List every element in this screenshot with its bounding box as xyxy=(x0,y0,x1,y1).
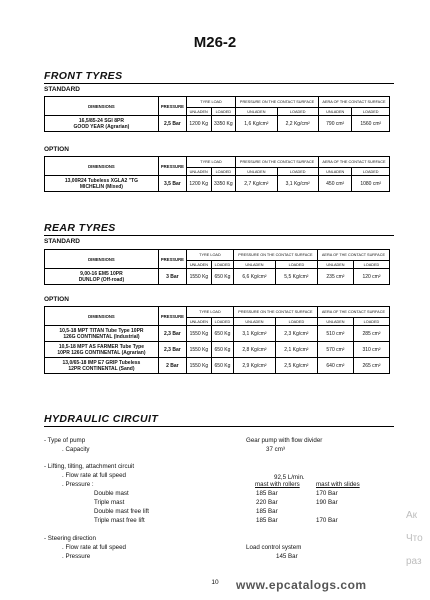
load-loaded: 650 Kg xyxy=(211,269,233,285)
ghost-text-1: Ак xyxy=(406,510,418,521)
capacity-value: 37 cm³ xyxy=(266,446,285,453)
load-unladen: 1550 Kg xyxy=(186,358,211,374)
tyre-pressure: 2,5 Bar xyxy=(158,116,186,132)
pressure-label: . Pressure : xyxy=(62,481,94,488)
col-loaded: LOADED xyxy=(352,168,390,176)
table-row xyxy=(45,176,390,192)
load-loaded: 650 Kg xyxy=(211,326,233,342)
rear-standard-table xyxy=(44,249,390,285)
tyre-pressure: 2 Bar xyxy=(158,358,186,374)
col-pressure: PRESSURE xyxy=(158,157,186,176)
tyre-dimension-line1: 13,0/65-18 IMP E7 GRIP Tubeless xyxy=(62,359,141,366)
contact-area-unladen: 510 cm² xyxy=(317,326,353,342)
col-unladen: UNLADEN xyxy=(233,318,275,326)
steering-flow-value: Load control system xyxy=(246,544,302,551)
contact-pressure-unladen: 1,6 Kg/cm² xyxy=(236,116,277,132)
contact-pressure-loaded: 2,1 Kg/cm² xyxy=(275,342,317,358)
steering-pressure-value: 145 Bar xyxy=(276,553,298,560)
tyre-dimension-line1: 10,5-18 MPT TITAN Tube Type 10PR xyxy=(59,327,144,334)
contact-area-loaded: 1560 cm² xyxy=(352,116,390,132)
col-unladen: UNLADEN xyxy=(318,108,352,116)
page-title: M26-2 xyxy=(193,34,237,51)
tyre-dimension-line1: 10,5-18 MPT AS FARMER Tube Type xyxy=(58,343,145,350)
ghost-text-2: Что xyxy=(406,533,423,544)
front-option-table xyxy=(44,156,390,192)
contact-pressure-unladen: 2,7 Kg/cm² xyxy=(236,176,277,192)
tyre-dimension-line2: GOOD YEAR (Agrarian) xyxy=(73,123,130,130)
col-loaded: LOADED xyxy=(353,318,389,326)
flow-rate-value: 92,5 L/min. xyxy=(274,474,305,481)
contact-pressure-loaded: 5,5 Kg/cm² xyxy=(275,269,317,285)
ghost-text-3: раз xyxy=(406,556,422,567)
tyre-dimension-line1: 13,00R24 Tubeless XGLA2 "TG xyxy=(64,177,138,184)
col-dimensions: DIMENSIONS xyxy=(45,307,159,326)
load-loaded: 650 Kg xyxy=(211,358,233,374)
tyre-dimension xyxy=(45,116,159,132)
col-tyre-load: TYRE LOAD xyxy=(186,97,235,108)
contact-area-unladen: 640 cm² xyxy=(317,358,353,374)
tyre-dimension xyxy=(45,176,159,192)
contact-area-unladen: 235 cm² xyxy=(317,269,353,285)
triple-mast-label: Triple mast xyxy=(94,499,125,506)
tyre-pressure: 3 Bar xyxy=(158,269,186,285)
col-loaded: LOADED xyxy=(352,108,390,116)
col-tyre-load: TYRE LOAD xyxy=(186,307,233,318)
col-loaded: LOADED xyxy=(275,261,317,269)
col-pressure: PRESSURE xyxy=(158,250,186,269)
tyre-dimension-line1: 16,5/85-24 SGI 8PR xyxy=(78,117,124,124)
capacity-label: . Capacity xyxy=(62,446,90,453)
col-loaded: LOADED xyxy=(353,261,389,269)
rear-option-table xyxy=(44,306,390,374)
load-loaded: 3350 Kg xyxy=(211,176,236,192)
contact-pressure-unladen: 2,9 Kg/cm² xyxy=(233,358,275,374)
steering-flow-label: . Flow rate at full speed xyxy=(62,544,126,551)
contact-area-loaded: 285 cm² xyxy=(353,326,389,342)
col-unladen: UNLADEN xyxy=(186,168,211,176)
tyre-dimension-line2: MICHELIN (Mixed) xyxy=(79,183,123,190)
load-unladen: 1550 Kg xyxy=(186,342,211,358)
hydraulic-rule xyxy=(44,426,394,427)
col-area-contact: AERA OF THE CONTACT SURFACE xyxy=(318,97,389,108)
steering-label: - Steering direction xyxy=(44,535,96,542)
col-dimensions: DIMENSIONS xyxy=(45,157,159,176)
double-mast-slides: 170 Bar xyxy=(316,490,338,497)
col-tyre-load: TYRE LOAD xyxy=(186,157,235,168)
col-pressure-contact: PRESSURE ON THE CONTACT SURFACE xyxy=(236,157,319,168)
col-unladen: UNLADEN xyxy=(233,261,275,269)
table-row xyxy=(45,342,390,358)
front-standard-table xyxy=(44,96,390,132)
col-pressure: PRESSURE xyxy=(158,97,186,116)
triple-mast-free-lift-label: Triple mast free lift xyxy=(94,517,145,524)
double-mast-free-lift-label: Double mast free lift xyxy=(94,508,150,515)
triple-mast-free-lift-slides: 170 Bar xyxy=(316,517,338,524)
contact-pressure-loaded: 3,1 Kg/cm² xyxy=(277,176,318,192)
load-unladen: 1200 Kg xyxy=(186,116,211,132)
col-pressure: PRESSURE xyxy=(158,307,186,326)
tyre-dimension-line2: 10PR 126G CONTINENTAL (Agrarian) xyxy=(57,349,146,356)
col-pressure-contact: PRESSURE ON THE CONTACT SURFACE xyxy=(233,250,317,261)
type-pump-value: Gear pump with flow divider xyxy=(246,437,323,444)
tyre-dimension-line2: 126G CONTINENTAL (Industrial) xyxy=(63,333,140,340)
col-area-contact: AERA OF THE CONTACT SURFACE xyxy=(317,307,389,318)
col-loaded: LOADED xyxy=(211,168,236,176)
triple-mast-rollers: 220 Bar xyxy=(256,499,278,506)
col-dimensions: DIMENSIONS xyxy=(45,97,159,116)
rear-standard-label: STANDARD xyxy=(44,238,80,245)
tyre-dimension xyxy=(45,326,159,342)
load-loaded: 650 Kg xyxy=(211,342,233,358)
flow-rate-label: . Flow rate at full speed xyxy=(62,472,126,479)
rear-tyres-rule xyxy=(44,235,394,236)
tyre-dimension xyxy=(45,269,159,285)
contact-pressure-loaded: 2,2 Kg/cm² xyxy=(277,116,318,132)
col-unladen: UNLADEN xyxy=(186,108,211,116)
tyre-dimension-line1: 9,00-16 EM5 10PR xyxy=(80,270,123,277)
contact-area-loaded: 120 cm² xyxy=(353,269,389,285)
table-row xyxy=(45,358,390,374)
col-area-contact: AERA OF THE CONTACT SURFACE xyxy=(318,157,389,168)
triple-mast-free-lift-rollers: 185 Bar xyxy=(256,517,278,524)
lifting-label: - Lifting, tilting, attachment circuit xyxy=(44,463,135,470)
front-tyres-heading: FRONT TYRES xyxy=(44,70,123,82)
col-unladen: UNLADEN xyxy=(317,261,353,269)
double-mast-free-lift-rollers: 185 Bar xyxy=(256,508,278,515)
contact-pressure-unladen: 6,6 Kg/cm² xyxy=(233,269,275,285)
col-unladen: UNLADEN xyxy=(236,108,277,116)
contact-area-loaded: 310 cm² xyxy=(353,342,389,358)
rear-tyres-heading: REAR TYRES xyxy=(44,222,116,234)
tyre-dimension xyxy=(45,342,159,358)
col-unladen: UNLADEN xyxy=(317,318,353,326)
contact-area-loaded: 1080 cm² xyxy=(352,176,390,192)
front-standard-label: STANDARD xyxy=(44,86,80,93)
col-loaded: LOADED xyxy=(211,261,233,269)
mast-slides-header: mast with slides xyxy=(316,481,360,488)
col-dimensions: DIMENSIONS xyxy=(45,250,159,269)
steering-pressure-label: . Pressure xyxy=(62,553,91,560)
tyre-pressure: 2,3 Bar xyxy=(158,342,186,358)
col-tyre-load: TYRE LOAD xyxy=(186,250,233,261)
tyre-dimension-line2: DUNLOP (Off-road) xyxy=(78,276,125,283)
load-unladen: 1550 Kg xyxy=(186,269,211,285)
tyre-dimension-line2: 12PR CONTINENTAL (Sand) xyxy=(68,365,135,372)
watermark: www.epcatalogs.com xyxy=(236,578,367,592)
contact-area-unladen: 450 cm² xyxy=(318,176,352,192)
load-loaded: 3350 Kg xyxy=(211,116,236,132)
col-pressure-contact: PRESSURE ON THE CONTACT SURFACE xyxy=(236,97,319,108)
col-unladen: UNLADEN xyxy=(236,168,277,176)
col-pressure-contact: PRESSURE ON THE CONTACT SURFACE xyxy=(233,307,317,318)
col-unladen: UNLADEN xyxy=(318,168,352,176)
double-mast-label: Double mast xyxy=(94,490,129,497)
col-unladen: UNLADEN xyxy=(186,261,211,269)
contact-pressure-unladen: 3,1 Kg/cm² xyxy=(233,326,275,342)
tyre-dimension xyxy=(45,358,159,374)
col-loaded: LOADED xyxy=(275,318,317,326)
contact-area-unladen: 570 cm² xyxy=(317,342,353,358)
contact-area-unladen: 790 cm² xyxy=(318,116,352,132)
col-loaded: LOADED xyxy=(277,108,318,116)
front-tyres-rule xyxy=(44,83,394,84)
col-loaded: LOADED xyxy=(211,108,236,116)
col-loaded: LOADED xyxy=(277,168,318,176)
col-area-contact: AERA OF THE CONTACT SURFACE xyxy=(317,250,389,261)
contact-area-loaded: 265 cm² xyxy=(353,358,389,374)
rear-option-label: OPTION xyxy=(44,296,69,303)
table-row xyxy=(45,326,390,342)
load-unladen: 1200 Kg xyxy=(186,176,211,192)
mast-rollers-header: mast with rollers xyxy=(255,481,300,488)
contact-pressure-loaded: 2,5 Kg/cm² xyxy=(275,358,317,374)
contact-pressure-unladen: 2,8 Kg/cm² xyxy=(233,342,275,358)
table-row xyxy=(45,116,390,132)
contact-pressure-loaded: 2,3 Kg/cm² xyxy=(275,326,317,342)
page-number: 10 xyxy=(211,579,219,586)
load-unladen: 1550 Kg xyxy=(186,326,211,342)
col-unladen: UNLADEN xyxy=(186,318,211,326)
col-loaded: LOADED xyxy=(211,318,233,326)
tyre-pressure: 3,5 Bar xyxy=(158,176,186,192)
tyre-pressure: 2,3 Bar xyxy=(158,326,186,342)
table-row xyxy=(45,269,390,285)
double-mast-rollers: 185 Bar xyxy=(256,490,278,497)
type-pump-label: - Type of pump xyxy=(44,437,86,444)
hydraulic-heading: HYDRAULIC CIRCUIT xyxy=(44,413,159,425)
triple-mast-slides: 190 Bar xyxy=(316,499,338,506)
front-option-label: OPTION xyxy=(44,146,69,153)
